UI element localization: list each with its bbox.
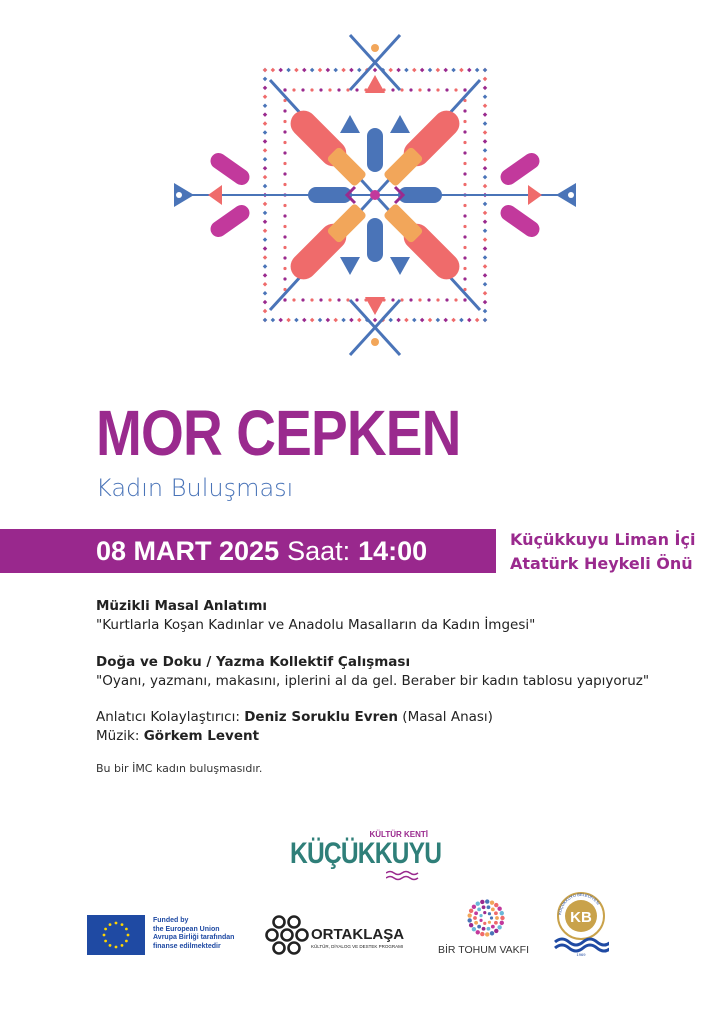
program-heading: Doğa ve Doku / Yazma Kollektif Çalışması xyxy=(96,654,411,670)
eu-flag-icon xyxy=(87,915,145,955)
program-heading: Müzikli Masal Anlatımı xyxy=(96,598,268,614)
ortaklasa-tagline: KÜLTÜR, DİYALOG VE DESTEK PROGRAMI xyxy=(311,944,404,949)
circles-icon xyxy=(265,914,309,956)
program-description: "Kurtlarla Koşan Kadınlar ve Anadolu Masalların da Kadın İmgesi" xyxy=(96,617,536,633)
eu-text-3: Avrupa Birliği tarafından xyxy=(153,934,235,941)
seed-dots-icon xyxy=(466,898,506,938)
decorative-motif xyxy=(160,30,590,360)
music-name: Görkem Levent xyxy=(143,728,260,744)
belediye-emblem-icon xyxy=(553,890,609,958)
program-description: "Oyanı, yazmanı, makasını, iplerini al da gel. Beraber bir kadın tablosu yapıyoruz" xyxy=(96,673,650,689)
kultur-kenti-logo xyxy=(288,830,442,886)
event-time: 14:00 xyxy=(358,535,428,566)
footnote: Bu bir İMC kadın buluşmasıdır. xyxy=(96,762,263,775)
eu-logo xyxy=(87,915,257,957)
narrator-role: (Masal Anası) xyxy=(402,709,493,725)
program-item-2 xyxy=(96,653,649,691)
date-band xyxy=(0,529,496,573)
event-title: MOR CEPKEN xyxy=(96,397,461,469)
time-label: Saat: xyxy=(287,535,351,566)
narrator-line xyxy=(96,708,493,727)
event-location xyxy=(510,528,695,576)
tohum-vakfi-logo xyxy=(436,898,536,960)
ortaklasa-logo xyxy=(265,914,425,956)
narrator-name: Deniz Soruklu Evren xyxy=(244,709,398,725)
kultur-kenti-label: KÜLTÜR KENTİ xyxy=(369,830,428,839)
belediye-initials: KB xyxy=(570,909,592,926)
music-line xyxy=(96,727,493,746)
eu-text-1: Funded by xyxy=(153,917,189,924)
program-item-1 xyxy=(96,597,535,635)
eu-text-4: finanse edilmektedir xyxy=(153,942,221,950)
belediye-logo xyxy=(553,890,609,958)
location-line-1: Küçükkuyu Liman İçi xyxy=(510,530,696,549)
event-date: 08 MART 2025 xyxy=(96,535,280,566)
location-line-2: Atatürk Heykeli Önü xyxy=(510,554,693,573)
belediye-year: 1969 xyxy=(576,952,586,957)
kultur-kenti-wordmark: KÜÇÜKKUYU xyxy=(290,837,442,870)
event-subtitle: Kadın Buluşması xyxy=(96,474,294,502)
narrator-label: Anlatıcı Kolaylaştırıcı: xyxy=(96,709,240,725)
ortaklasa-wordmark: ORTAKLAŞA xyxy=(311,926,405,943)
music-label: Müzik: xyxy=(96,728,140,744)
eu-text-2: the European Union xyxy=(153,925,220,933)
credits xyxy=(96,708,493,746)
wave-icon xyxy=(386,870,422,882)
belediye-ring-text: KÜÇÜKKUYU BELEDİYESİ xyxy=(557,891,602,915)
tohum-wordmark: BİR TOHUM VAKFI xyxy=(438,944,530,956)
